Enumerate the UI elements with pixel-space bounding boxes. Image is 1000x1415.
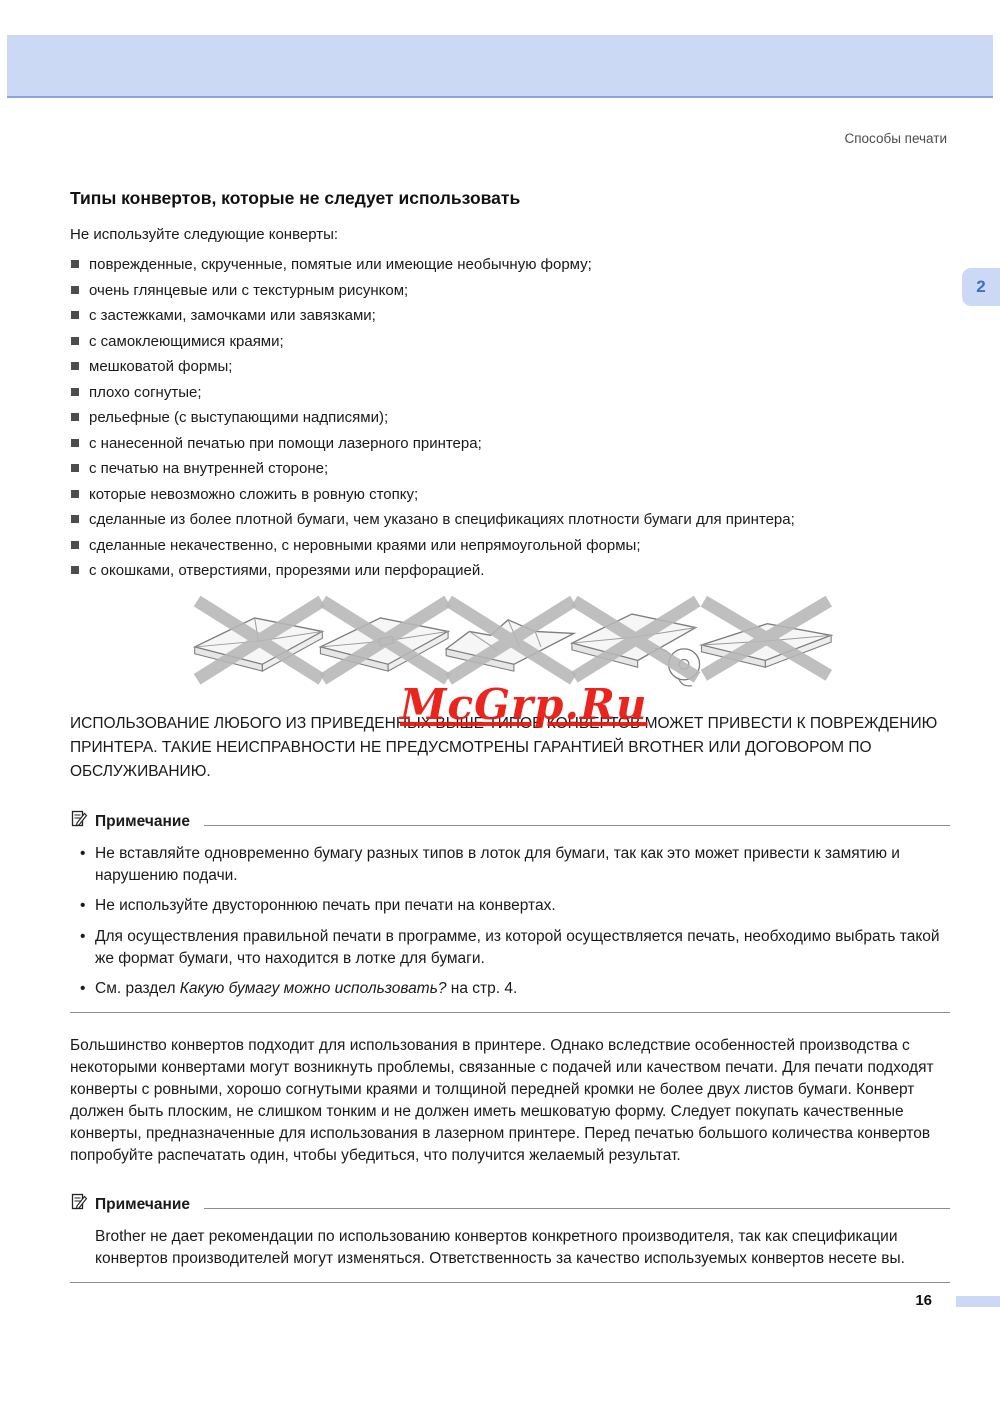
list-item: сделанные некачественно, с неровными краями или непрямоугольной формы; xyxy=(70,537,950,554)
list-item: с застежками, замочками или завязками; xyxy=(70,307,950,324)
list-item: плохо согнутые; xyxy=(70,384,950,401)
page-number: 16 xyxy=(915,1292,932,1309)
note-rule xyxy=(204,825,950,826)
note-items xyxy=(70,843,950,1000)
see-suffix: на стр. 4. xyxy=(446,980,518,998)
page-header-band xyxy=(7,35,993,98)
list-item: с печатью на внутренней стороне; xyxy=(70,460,950,477)
note-pencil-icon xyxy=(70,1193,88,1216)
section-intro: Не используйте следующие конверты: xyxy=(70,226,339,243)
note-text: Brother не дает рекомендации по использованию конвертов конкретного производителя, так как спецификации конвертов производителей могут изменяться. Ответственность за качество используемых конвертов несете вы. xyxy=(95,1228,905,1267)
envelopes-svg xyxy=(185,593,835,697)
body-paragraph: Большинство конвертов подходит для использования в принтере. Однако вследствие особенностей производства с некоторыми конвертами могут возникнуть проблемы, связанные с подачей или качеством печати. Для печати подходят конверты с ровными, хорошо согнутыми краями и толщиной передней кромки не более двух листов бумаги. Конверт должен быть плоским, не слишком тонким и не должен иметь мешковатую форму. Следует покупать качественные конверты, предназначенные для использования в лазерном принтере. Перед печатью большого количества конвертов попробуйте распечатать один, чтобы убедиться, что получится желаемый результат. xyxy=(70,1037,934,1165)
running-head: Способы печати xyxy=(844,131,947,146)
footer-accent-bar xyxy=(956,1296,1000,1307)
note-header xyxy=(70,1191,950,1214)
note-item: • Не вставляйте одновременно бумагу разных типов в лоток для бумаги, так как это может привести к замятию и нарушению подачи. xyxy=(70,843,950,886)
note-pencil-icon xyxy=(70,810,88,833)
see-prefix: См. раздел xyxy=(95,980,180,998)
note-label: Примечание xyxy=(95,813,190,831)
note-block-1 xyxy=(70,808,950,1013)
list-item: мешковатой формы; xyxy=(70,358,950,375)
watermark: McGrp.Ru xyxy=(400,680,648,729)
note-rule xyxy=(204,1208,950,1209)
list-item: сделанные из более плотной бумаги, чем указано в спецификациях плотности бумаги для принтера; xyxy=(70,511,950,528)
note-item: • Для осуществления правильной печати в программе, из которой осуществляется печать, необходимо выбрать такой же формат бумаги, что находится в лотке для бумаги. xyxy=(70,926,950,969)
note-label: Примечание xyxy=(95,1196,190,1214)
chapter-tab: 2 xyxy=(962,268,1000,306)
warning-text: ИСПОЛЬЗОВАНИЕ ЛЮБОГО ИЗ ПРИВЕДЕННЫХ ВЫШЕ ТИПОВ КОНВЕРТОВ МОЖЕТ ПРИВЕСТИ К ПОВРЕЖДЕНИЮ ПРИНТЕРА. ТАКИЕ НЕИСПРАВНОСТИ НЕ ПРЕДУСМОТРЕНЫ ГАРАНТИЕЙ BROTHER ИЛИ ДОГОВОРОМ ПО ОБСЛУЖИВАНИЮ. xyxy=(70,715,938,781)
cross-reference-link: Какую бумагу можно использовать? xyxy=(179,980,447,998)
list-item: рельефные (с выступающими надписями); xyxy=(70,409,950,426)
note-block-2 xyxy=(70,1191,950,1282)
page-content xyxy=(70,188,950,1283)
list-item: которые невозможно сложить в ровную стопку; xyxy=(70,486,950,503)
list-item: поврежденные, скрученные, помятые или имеющие необычную форму; xyxy=(70,256,950,273)
list-item: с окошками, отверстиями, прорезями или перфорацией. xyxy=(70,562,950,579)
note-item: • Не используйте двустороннюю печать при печати на конвертах. xyxy=(70,895,950,917)
crossed-envelopes-illustration xyxy=(70,593,950,702)
note-item-see-also xyxy=(70,978,950,1000)
envelope-types-list xyxy=(70,256,950,579)
list-item: с нанесенной печатью при помощи лазерного принтера; xyxy=(70,435,950,452)
section-title: Типы конвертов, которые не следует использовать xyxy=(70,188,521,208)
note-bottom-rule xyxy=(70,1012,950,1013)
note-header xyxy=(70,808,950,831)
note-bottom-rule xyxy=(70,1282,950,1283)
list-item: очень глянцевые или с текстурным рисунком; xyxy=(70,282,950,299)
list-item: с самоклеющимися краями; xyxy=(70,333,950,350)
